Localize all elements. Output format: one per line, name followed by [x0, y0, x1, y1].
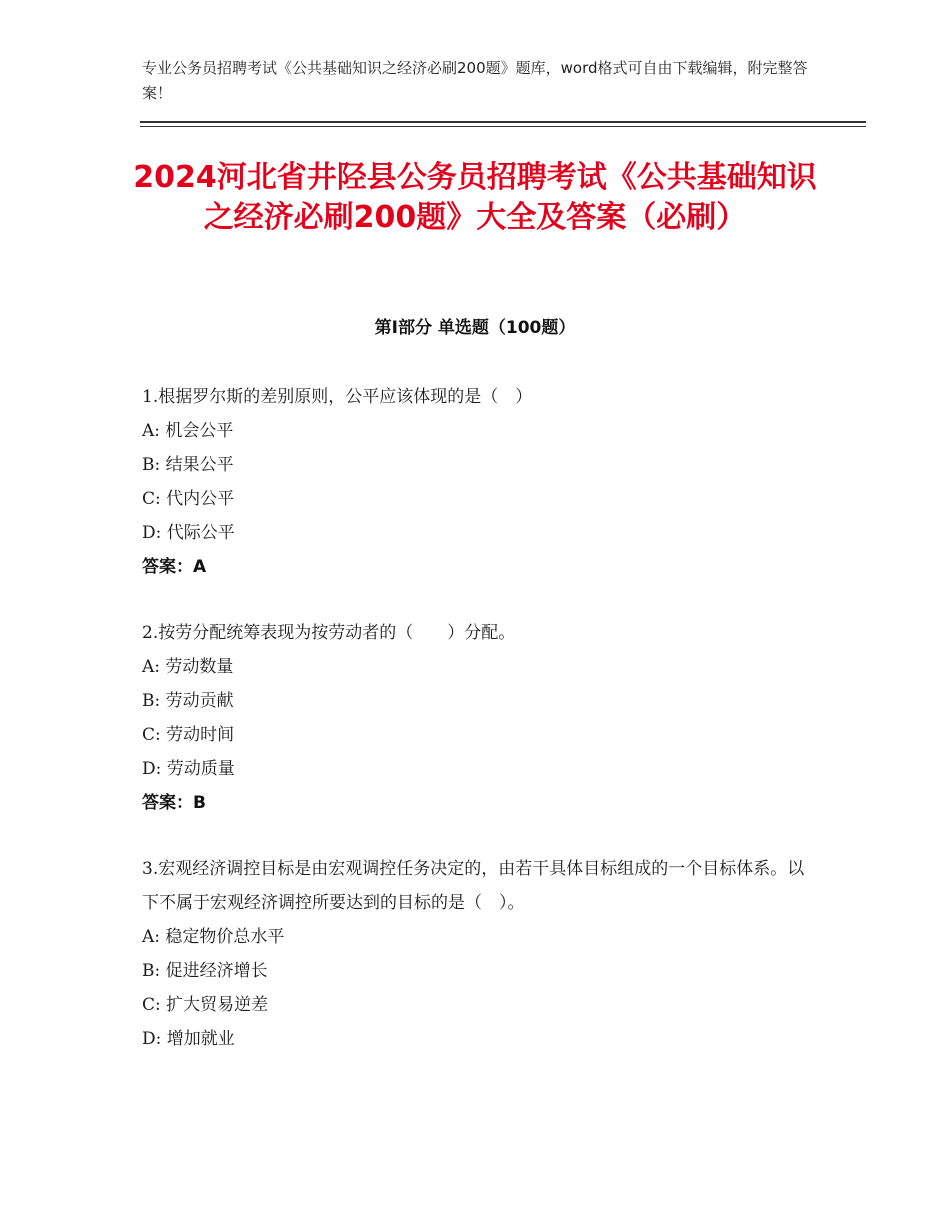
question-stem: 2.按劳分配统筹表现为按劳动者的（ ）分配。 [142, 623, 516, 643]
question-option-b: B: 促进经济增长 [142, 961, 268, 981]
question-3 [142, 852, 810, 1056]
question-answer: 答案：B [142, 793, 206, 813]
question-option-d: D: 劳动质量 [142, 759, 235, 779]
header-note: 专业公务员招聘考试《公共基础知识之经济必刷200题》题库，word格式可自由下载编辑，附完整答案！ [142, 59, 808, 102]
question-option-b: B: 劳动贡献 [142, 691, 234, 711]
question-option-b: B: 结果公平 [142, 455, 234, 475]
question-option-a: A: 稳定物价总水平 [142, 927, 285, 947]
question-option-a: A: 劳动数量 [142, 657, 234, 677]
question-option-d: D: 代际公平 [142, 523, 235, 543]
header-rule-thin [140, 126, 866, 127]
question-2 [142, 616, 810, 820]
section-heading: 第Ⅰ部分 单选题（100题） [374, 318, 576, 338]
question-option-a: A: 机会公平 [142, 421, 234, 441]
question-option-c: C: 代内公平 [142, 489, 235, 509]
question-stem: 3.宏观经济调控目标是由宏观调控任务决定的，由若干具体目标组成的一个目标体系。以下不属于宏观经济调控所要达到的目标的是（ ）。 [142, 859, 805, 913]
question-option-c: C: 劳动时间 [142, 725, 235, 745]
question-option-d: D: 增加就业 [142, 1029, 235, 1049]
question-option-c: C: 扩大贸易逆差 [142, 995, 269, 1015]
question-stem: 1.根据罗尔斯的差别原则，公平应该体现的是（ ） [142, 387, 533, 407]
question-list [142, 380, 810, 1088]
header-rule-thick [140, 121, 866, 123]
document-title: 2024河北省井陉县公务员招聘考试《公共基础知识之经济必刷200题》大全及答案（必刷） [133, 160, 817, 235]
question-1 [142, 380, 810, 584]
question-answer: 答案：A [142, 557, 207, 577]
